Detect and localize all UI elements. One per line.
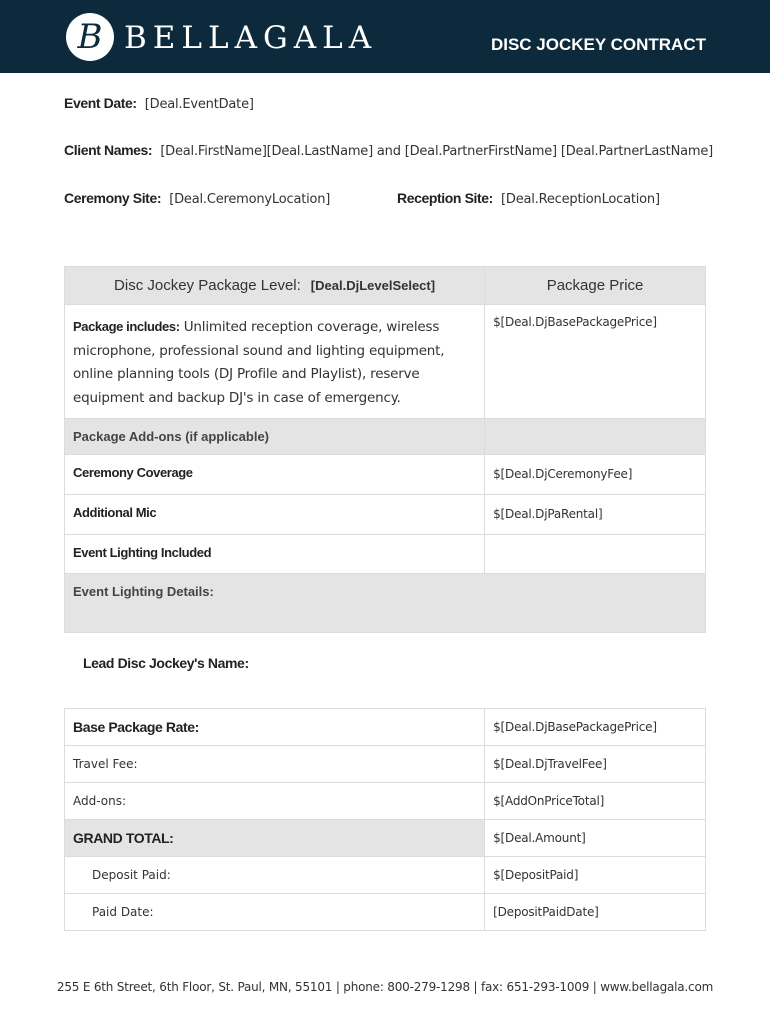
ceremony-site-row bbox=[64, 190, 330, 207]
logo-letter: B bbox=[77, 17, 103, 57]
reception-site-label: Reception Site: bbox=[397, 190, 493, 206]
addon-label: Event Lighting Included bbox=[65, 535, 485, 574]
package-includes-label: Package includes: bbox=[73, 319, 180, 334]
client-names-row bbox=[64, 142, 713, 159]
package-price-header: Package Price bbox=[485, 267, 706, 305]
addon-label: Ceremony Coverage bbox=[65, 455, 485, 495]
addon-price bbox=[485, 535, 706, 574]
addons-total-label: Add-ons: bbox=[65, 783, 485, 820]
lighting-details: Event Lighting Details: bbox=[65, 574, 706, 633]
base-rate-label: Base Package Rate: bbox=[65, 709, 485, 746]
document-title: DISC JOCKEY CONTRACT bbox=[490, 35, 706, 54]
grand-total-value: $[Deal.Amount] bbox=[485, 820, 706, 857]
deposit-paid-value: $[DepositPaid] bbox=[485, 857, 706, 894]
package-level-label: Disc Jockey Package Level: bbox=[114, 277, 301, 294]
addons-header-price bbox=[485, 419, 706, 455]
addons-header: Package Add-ons (if applicable) bbox=[65, 419, 485, 455]
package-level-header bbox=[65, 267, 485, 305]
lead-dj-label: Lead Disc Jockey's Name: bbox=[83, 655, 249, 671]
client-names-label: Client Names: bbox=[64, 142, 153, 158]
paid-date-label: Paid Date: bbox=[65, 894, 485, 931]
addons-total-value: $[AddOnPriceTotal] bbox=[485, 783, 706, 820]
addon-price: $[Deal.DjCeremonyFee] bbox=[485, 455, 706, 495]
deposit-paid-label: Deposit Paid: bbox=[65, 857, 485, 894]
logo-icon bbox=[66, 13, 114, 61]
footer-contact: 255 E 6th Street, 6th Floor, St. Paul, MN, 55101 | phone: 800-279-1298 | fax: 651-293-1009 | www.bellagala.com bbox=[56, 980, 714, 994]
package-includes-text: Unlimited reception coverage, wireless microphone, professional sound and lighting equipment, online planning tools (DJ Profile and Playlist), reserve equipment and backup DJ's in case of emergency. bbox=[73, 319, 445, 406]
brand-name: BELLAGALA bbox=[124, 20, 378, 56]
event-date-row bbox=[64, 95, 254, 112]
addon-label: Additional Mic bbox=[65, 495, 485, 535]
client-names-value: [Deal.FirstName][Deal.LastName] and [Deal.PartnerFirstName] [Deal.PartnerLastName] bbox=[160, 144, 713, 159]
paid-date-value: [DepositPaidDate] bbox=[485, 894, 706, 931]
totals-table bbox=[64, 708, 706, 931]
ceremony-site-label: Ceremony Site: bbox=[64, 190, 162, 206]
package-includes-cell bbox=[65, 305, 485, 419]
base-package-price: $[Deal.DjBasePackagePrice] bbox=[485, 305, 706, 419]
reception-site-row bbox=[397, 190, 660, 207]
travel-fee-label: Travel Fee: bbox=[65, 746, 485, 783]
travel-fee-value: $[Deal.DjTravelFee] bbox=[485, 746, 706, 783]
addon-price: $[Deal.DjPaRental] bbox=[485, 495, 706, 535]
ceremony-site-value: [Deal.CeremonyLocation] bbox=[169, 192, 331, 207]
event-date-value: [Deal.EventDate] bbox=[144, 97, 254, 112]
reception-site-value: [Deal.ReceptionLocation] bbox=[501, 192, 660, 207]
event-date-label: Event Date: bbox=[64, 95, 137, 111]
package-level-value: [Deal.DjLevelSelect] bbox=[310, 278, 436, 293]
header-bar bbox=[0, 0, 770, 73]
base-rate-value: $[Deal.DjBasePackagePrice] bbox=[485, 709, 706, 746]
grand-total-label: GRAND TOTAL: bbox=[65, 820, 485, 857]
package-table bbox=[64, 266, 706, 633]
